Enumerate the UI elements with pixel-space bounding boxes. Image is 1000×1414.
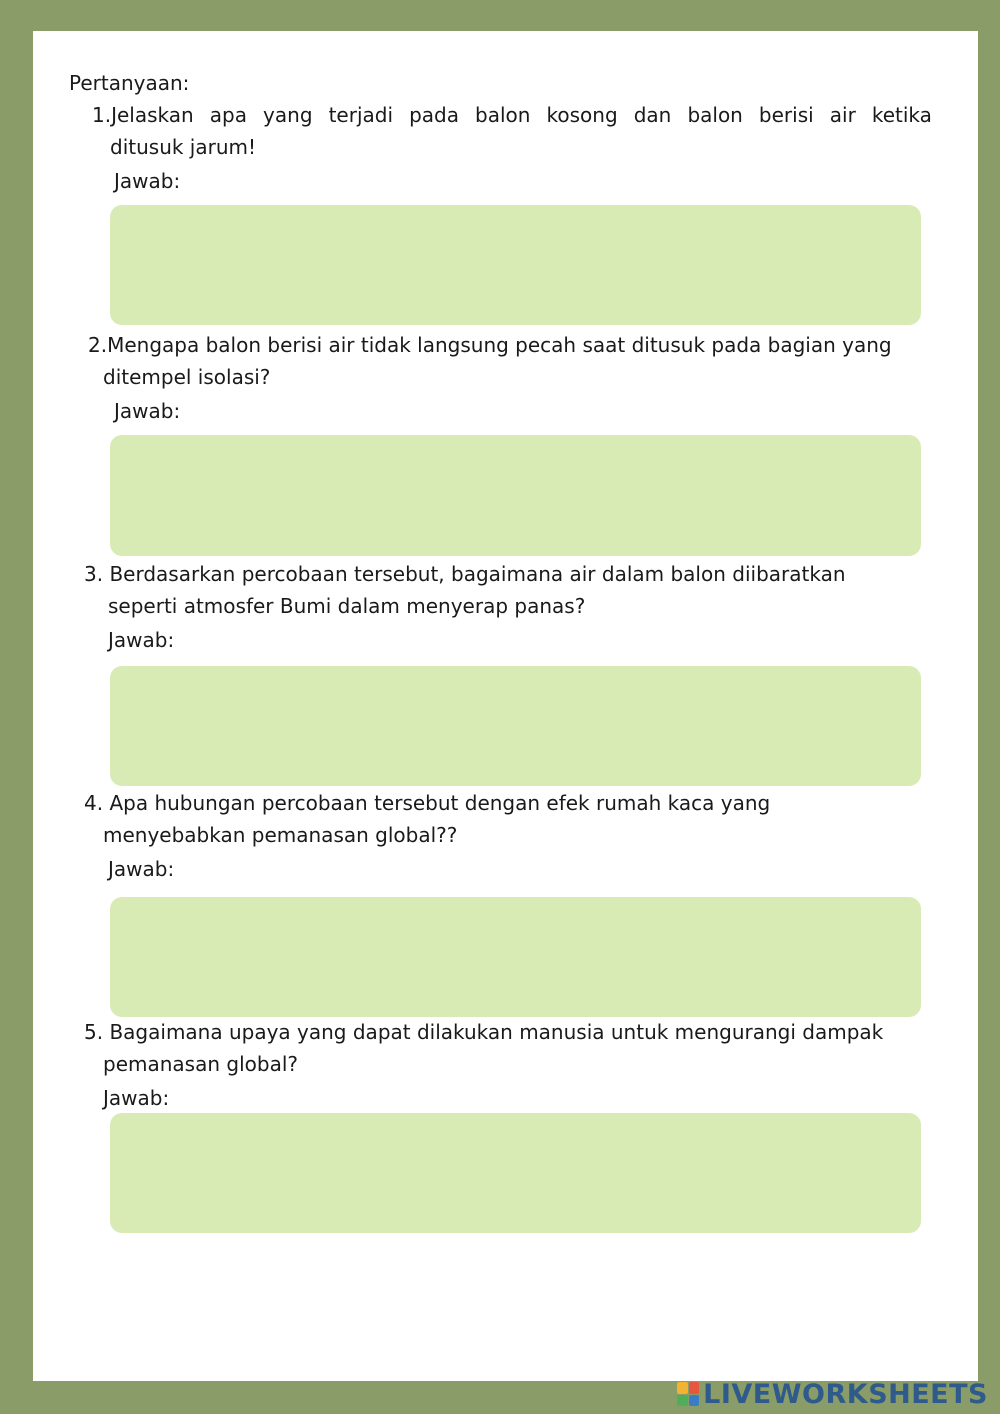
question-1-word: balon [687, 103, 743, 127]
question-1-word: pada [409, 103, 459, 127]
worksheet-page [33, 31, 978, 1381]
question-5-line-1: 5. Bagaimana upaya yang dapat dilakukan manusia untuk mengurangi dampak [84, 1020, 884, 1044]
question-5-line-2: pemanasan global? [103, 1052, 298, 1076]
question-2 [88, 329, 892, 393]
question-1-word: dan [633, 103, 672, 127]
logo-square-l [677, 1382, 688, 1394]
question-2-line-2: ditempel isolasi? [103, 365, 271, 389]
question-5 [84, 1016, 883, 1080]
logo-brand-text: LIVEWORKSHEETS [703, 1378, 988, 1410]
question-1-word: kosong [546, 103, 618, 127]
question-4-line-1: 4. Apa hubungan percobaan tersebut dengan efek rumah kaca yang [84, 791, 771, 815]
section-heading: Pertanyaan: [69, 71, 190, 95]
question-4 [84, 787, 770, 851]
question-4-line-2: menyebabkan pemanasan global?? [103, 823, 458, 847]
answer-box-4[interactable] [110, 897, 921, 1017]
question-1-word: berisi [758, 103, 814, 127]
question-1-word: apa [209, 103, 247, 127]
answer-box-2[interactable] [110, 435, 921, 556]
question-3 [84, 558, 846, 622]
answer-box-3[interactable] [110, 666, 921, 786]
question-3-line-2: seperti atmosfer Bumi dalam menyerap panas? [108, 594, 586, 618]
question-1-word: air [829, 103, 856, 127]
answer-label-1: Jawab: [114, 169, 181, 193]
question-1-line-1 [92, 99, 932, 131]
question-1-word: ketika [871, 103, 932, 127]
question-2-line-1: 2.Mengapa balon berisi air tidak langsung pecah saat ditusuk pada bagian yang [88, 333, 892, 357]
question-1-word: balon [475, 103, 531, 127]
answer-label-4: Jawab: [108, 857, 175, 881]
answer-label-3: Jawab: [108, 628, 175, 652]
question-1-line-2: ditusuk jarum! [110, 135, 257, 159]
answer-box-1[interactable] [110, 205, 921, 325]
logo-square-v [677, 1395, 688, 1407]
question-1 [92, 99, 932, 163]
question-1-number-and-word-1: 1.Jelaskan [92, 103, 194, 127]
question-1-word: terjadi [328, 103, 394, 127]
logo-square-i [689, 1382, 700, 1394]
answer-label-2: Jawab: [114, 399, 181, 423]
answer-box-5[interactable] [110, 1113, 921, 1233]
question-1-word: yang [263, 103, 313, 127]
question-3-line-1: 3. Berdasarkan percobaan tersebut, bagaimana air dalam balon diibaratkan [84, 562, 846, 586]
liveworksheets-logo-icon [677, 1382, 699, 1406]
liveworksheets-logo [677, 1378, 988, 1410]
logo-square-e [689, 1395, 700, 1407]
answer-label-5: Jawab: [103, 1086, 170, 1110]
